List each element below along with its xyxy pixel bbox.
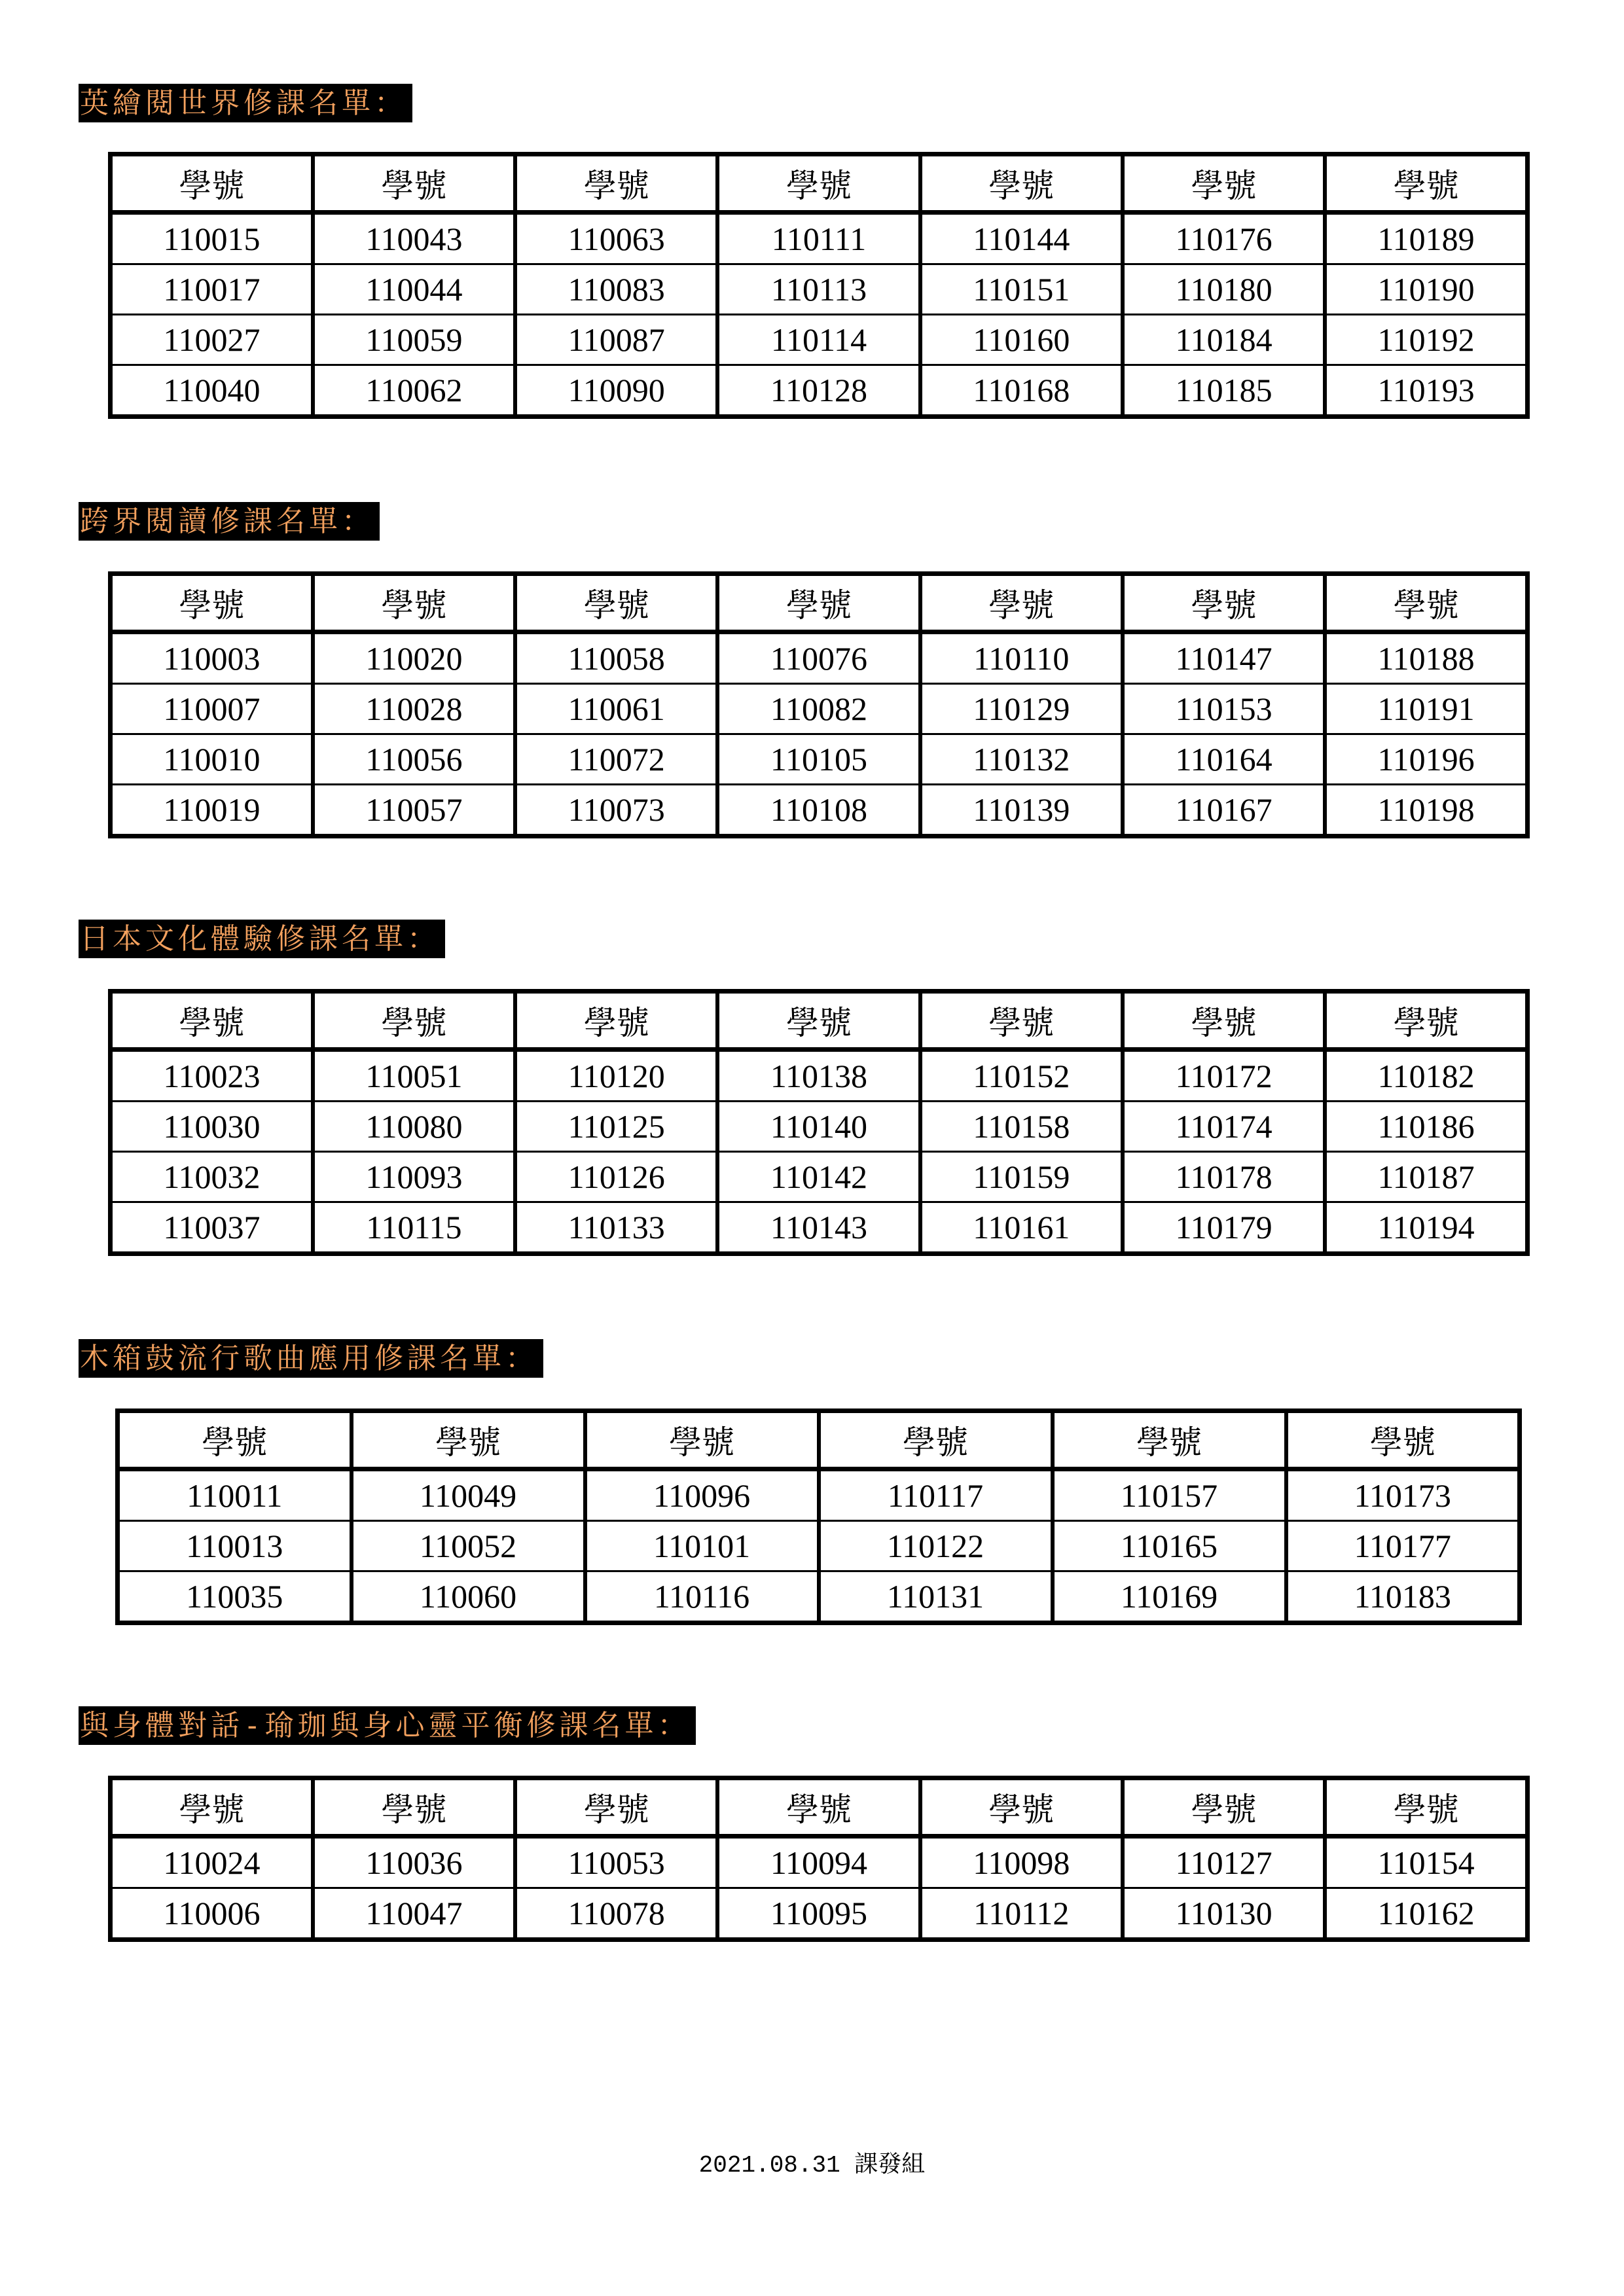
student-id-cell: 110098	[920, 1837, 1123, 1888]
column-header: 學號	[1053, 1411, 1286, 1469]
column-header: 學號	[920, 574, 1123, 632]
student-id-cell: 110078	[515, 1888, 717, 1940]
student-id-cell: 110035	[118, 1571, 352, 1623]
student-id-cell: 110060	[352, 1571, 585, 1623]
table-row	[118, 1571, 1520, 1623]
student-id-cell: 110177	[1286, 1521, 1520, 1571]
student-id-cell: 110154	[1325, 1837, 1527, 1888]
student-id-cell: 110198	[1325, 785, 1527, 836]
table-row	[118, 1469, 1520, 1521]
header-row	[111, 992, 1528, 1050]
table-row	[111, 1837, 1528, 1888]
student-id-cell: 110140	[717, 1102, 920, 1152]
student-id-cell: 110082	[717, 684, 920, 734]
column-header: 學號	[1325, 154, 1527, 213]
student-id-cell: 110030	[111, 1102, 313, 1152]
footer-date-department: 2021.08.31 課發組	[698, 2152, 926, 2179]
student-id-cell: 110174	[1123, 1102, 1325, 1152]
student-id-cell: 110115	[313, 1202, 515, 1254]
section-title: 跨界閱讀修課名單：	[79, 502, 380, 541]
student-id-cell: 110043	[313, 213, 515, 264]
student-id-cell: 110151	[920, 264, 1123, 315]
column-header: 學號	[717, 574, 920, 632]
table-row	[111, 1888, 1528, 1940]
student-id-cell: 110182	[1325, 1050, 1527, 1102]
student-id-cell: 110063	[515, 213, 717, 264]
student-id-cell: 110072	[515, 734, 717, 785]
section-title: 日本文化體驗修課名單：	[79, 920, 445, 958]
student-id-cell: 110080	[313, 1102, 515, 1152]
student-id-cell: 110129	[920, 684, 1123, 734]
column-header: 學號	[1123, 574, 1325, 632]
student-id-cell: 110114	[717, 315, 920, 365]
student-id-cell: 110176	[1123, 213, 1325, 264]
column-header: 學號	[1325, 992, 1527, 1050]
student-id-cell: 110130	[1123, 1888, 1325, 1940]
table-row	[111, 632, 1528, 684]
student-id-cell: 110036	[313, 1837, 515, 1888]
student-id-cell: 110076	[717, 632, 920, 684]
table-row	[111, 1152, 1528, 1202]
student-id-cell: 110162	[1325, 1888, 1527, 1940]
student-id-cell: 110169	[1053, 1571, 1286, 1623]
student-id-cell: 110056	[313, 734, 515, 785]
student-id-cell: 110015	[111, 213, 313, 264]
column-header: 學號	[313, 1778, 515, 1837]
column-header: 學號	[111, 154, 313, 213]
column-header: 學號	[515, 154, 717, 213]
student-id-cell: 110095	[717, 1888, 920, 1940]
student-id-cell: 110183	[1286, 1571, 1520, 1623]
student-id-cell: 110180	[1123, 264, 1325, 315]
student-id-cell: 110153	[1123, 684, 1325, 734]
column-header: 學號	[1286, 1411, 1520, 1469]
section-title: 與身體對話-瑜珈與身心靈平衡修課名單：	[79, 1706, 696, 1745]
student-id-cell: 110173	[1286, 1469, 1520, 1521]
student-id-cell: 110185	[1123, 365, 1325, 417]
student-id-cell: 110142	[717, 1152, 920, 1202]
student-id-cell: 110132	[920, 734, 1123, 785]
column-header: 學號	[111, 1778, 313, 1837]
header-row	[118, 1411, 1520, 1469]
column-header: 學號	[717, 1778, 920, 1837]
student-id-cell: 110108	[717, 785, 920, 836]
column-header: 學號	[515, 1778, 717, 1837]
student-id-cell: 110189	[1325, 213, 1527, 264]
section-title: 木箱鼓流行歌曲應用修課名單：	[79, 1339, 543, 1378]
student-id-cell: 110139	[920, 785, 1123, 836]
student-id-cell: 110122	[819, 1521, 1053, 1571]
column-header: 學號	[1325, 574, 1527, 632]
student-id-cell: 110165	[1053, 1521, 1286, 1571]
student-id-cell: 110062	[313, 365, 515, 417]
student-id-cell: 110117	[819, 1469, 1053, 1521]
student-id-cell: 110160	[920, 315, 1123, 365]
table-row	[111, 1050, 1528, 1102]
student-id-cell: 110138	[717, 1050, 920, 1102]
column-header: 學號	[111, 992, 313, 1050]
student-id-cell: 110027	[111, 315, 313, 365]
student-id-cell: 110007	[111, 684, 313, 734]
student-id-table	[108, 152, 1530, 419]
student-id-cell: 110010	[111, 734, 313, 785]
student-id-cell: 110032	[111, 1152, 313, 1202]
student-id-cell: 110159	[920, 1152, 1123, 1202]
student-id-cell: 110158	[920, 1102, 1123, 1152]
student-id-cell: 110125	[515, 1102, 717, 1152]
table-row	[111, 315, 1528, 365]
student-id-cell: 110017	[111, 264, 313, 315]
column-header: 學號	[717, 154, 920, 213]
student-id-cell: 110053	[515, 1837, 717, 1888]
student-id-cell: 110087	[515, 315, 717, 365]
student-id-cell: 110024	[111, 1837, 313, 1888]
header-row	[111, 574, 1528, 632]
student-id-cell: 110019	[111, 785, 313, 836]
column-header: 學號	[819, 1411, 1053, 1469]
student-id-cell: 110128	[717, 365, 920, 417]
student-id-table	[108, 1776, 1530, 1942]
table-row	[111, 785, 1528, 836]
table-row	[111, 1202, 1528, 1254]
column-header: 學號	[1123, 1778, 1325, 1837]
table-row	[111, 365, 1528, 417]
student-id-cell: 110187	[1325, 1152, 1527, 1202]
student-id-cell: 110184	[1123, 315, 1325, 365]
column-header: 學號	[118, 1411, 352, 1469]
student-id-cell: 110040	[111, 365, 313, 417]
student-id-cell: 110061	[515, 684, 717, 734]
section-title: 英繪閱世界修課名單：	[79, 84, 412, 122]
student-id-cell: 110188	[1325, 632, 1527, 684]
student-id-cell: 110058	[515, 632, 717, 684]
student-id-cell: 110116	[585, 1571, 819, 1623]
student-id-cell: 110186	[1325, 1102, 1527, 1152]
student-id-cell: 110161	[920, 1202, 1123, 1254]
student-id-table	[115, 1408, 1522, 1625]
table-row	[111, 734, 1528, 785]
student-id-cell: 110127	[1123, 1837, 1325, 1888]
column-header: 學號	[515, 992, 717, 1050]
student-id-cell: 110093	[313, 1152, 515, 1202]
student-id-cell: 110057	[313, 785, 515, 836]
student-id-cell: 110194	[1325, 1202, 1527, 1254]
student-id-cell: 110178	[1123, 1152, 1325, 1202]
student-id-cell: 110172	[1123, 1050, 1325, 1102]
student-id-cell: 110143	[717, 1202, 920, 1254]
student-id-cell: 110191	[1325, 684, 1527, 734]
column-header: 學號	[1123, 154, 1325, 213]
column-header: 學號	[352, 1411, 585, 1469]
student-id-cell: 110152	[920, 1050, 1123, 1102]
table-row	[111, 213, 1528, 264]
table-row	[111, 684, 1528, 734]
student-id-cell: 110111	[717, 213, 920, 264]
student-id-cell: 110168	[920, 365, 1123, 417]
student-id-cell: 110044	[313, 264, 515, 315]
table-row	[111, 264, 1528, 315]
student-id-cell: 110028	[313, 684, 515, 734]
student-id-cell: 110083	[515, 264, 717, 315]
student-id-cell: 110020	[313, 632, 515, 684]
student-id-cell: 110147	[1123, 632, 1325, 684]
student-id-cell: 110131	[819, 1571, 1053, 1623]
student-id-cell: 110144	[920, 213, 1123, 264]
student-id-cell: 110192	[1325, 315, 1527, 365]
table-row	[118, 1521, 1520, 1571]
column-header: 學號	[920, 1778, 1123, 1837]
student-id-cell: 110190	[1325, 264, 1527, 315]
student-id-cell: 110167	[1123, 785, 1325, 836]
student-id-cell: 110037	[111, 1202, 313, 1254]
student-id-cell: 110011	[118, 1469, 352, 1521]
student-id-cell: 110113	[717, 264, 920, 315]
student-id-cell: 110193	[1325, 365, 1527, 417]
column-header: 學號	[313, 992, 515, 1050]
student-id-table	[108, 571, 1530, 838]
student-id-cell: 110059	[313, 315, 515, 365]
student-id-cell: 110133	[515, 1202, 717, 1254]
student-id-cell: 110051	[313, 1050, 515, 1102]
student-id-cell: 110049	[352, 1469, 585, 1521]
student-id-cell: 110023	[111, 1050, 313, 1102]
column-header: 學號	[717, 992, 920, 1050]
student-id-cell: 110196	[1325, 734, 1527, 785]
student-id-cell: 110094	[717, 1837, 920, 1888]
column-header: 學號	[920, 992, 1123, 1050]
student-id-cell: 110179	[1123, 1202, 1325, 1254]
student-id-table	[108, 989, 1530, 1256]
column-header: 學號	[920, 154, 1123, 213]
student-id-cell: 110112	[920, 1888, 1123, 1940]
student-id-cell: 110073	[515, 785, 717, 836]
table-row	[111, 1102, 1528, 1152]
student-id-cell: 110052	[352, 1521, 585, 1571]
header-row	[111, 1778, 1528, 1837]
header-row	[111, 154, 1528, 213]
student-id-cell: 110090	[515, 365, 717, 417]
student-id-cell: 110047	[313, 1888, 515, 1940]
column-header: 學號	[1123, 992, 1325, 1050]
column-header: 學號	[111, 574, 313, 632]
student-id-cell: 110013	[118, 1521, 352, 1571]
column-header: 學號	[1325, 1778, 1527, 1837]
student-id-cell: 110164	[1123, 734, 1325, 785]
student-id-cell: 110120	[515, 1050, 717, 1102]
column-header: 學號	[585, 1411, 819, 1469]
column-header: 學號	[313, 574, 515, 632]
student-id-cell: 110157	[1053, 1469, 1286, 1521]
student-id-cell: 110096	[585, 1469, 819, 1521]
student-id-cell: 110126	[515, 1152, 717, 1202]
student-id-cell: 110110	[920, 632, 1123, 684]
student-id-cell: 110101	[585, 1521, 819, 1571]
student-id-cell: 110105	[717, 734, 920, 785]
column-header: 學號	[515, 574, 717, 632]
column-header: 學號	[313, 154, 515, 213]
student-id-cell: 110006	[111, 1888, 313, 1940]
student-id-cell: 110003	[111, 632, 313, 684]
